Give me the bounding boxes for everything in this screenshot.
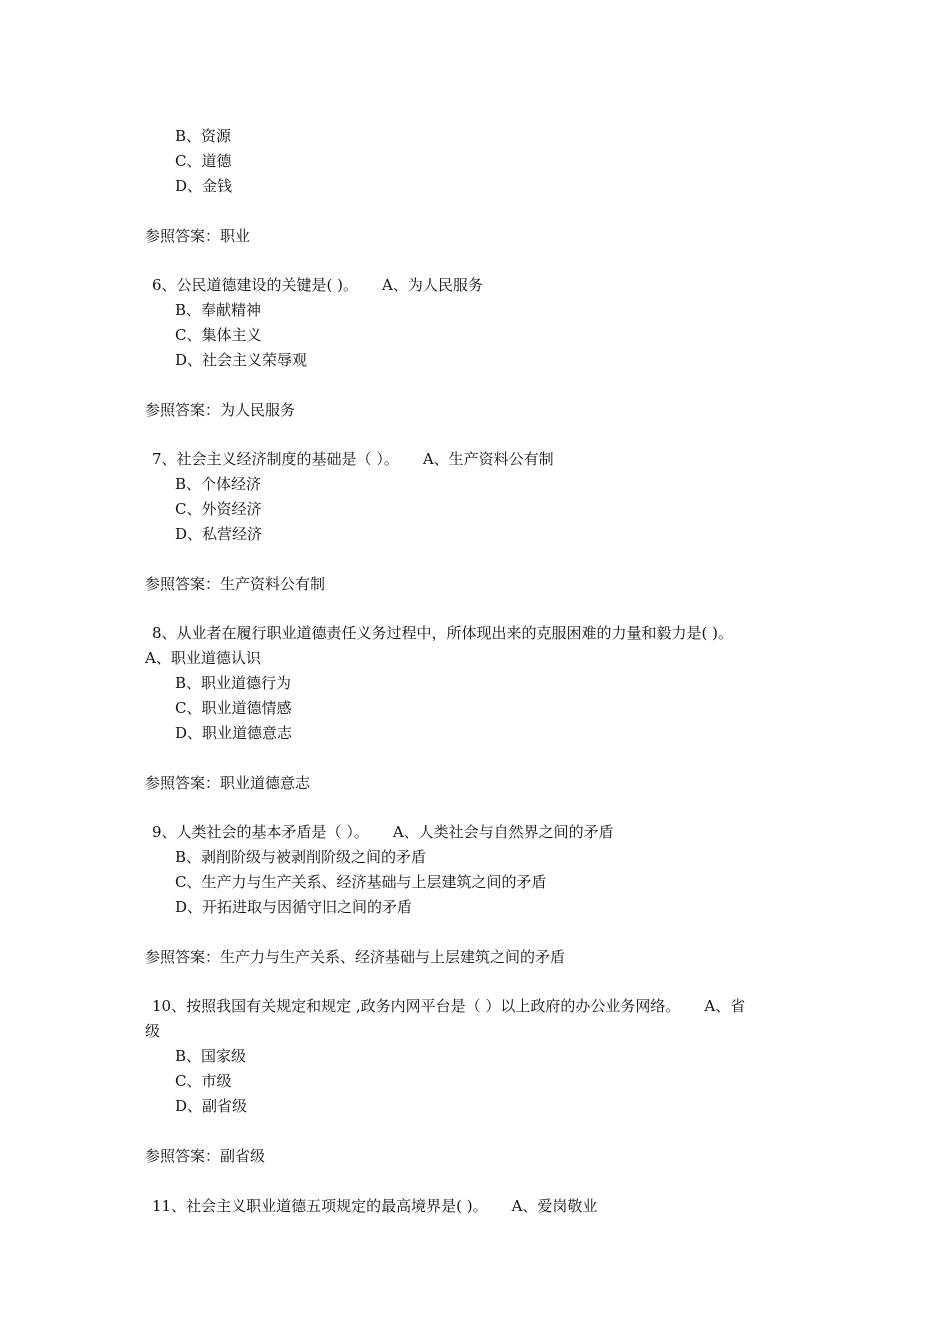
option-b: B、奉献精神 [175, 301, 262, 319]
answer-line: 参照答案：副省级 [145, 1147, 266, 1165]
question-8-stem: 8、从业者在履行职业道德责任义务过程中，所体现出来的克服困难的力量和毅力是( )。 [152, 624, 734, 642]
question-stem: 10、按照我国有关规定和规定 ,政务内网平台是（ ）以上政府的办公业务网络。 [152, 997, 681, 1015]
option-d: D、社会主义荣辱观 [175, 351, 308, 369]
question-11 [152, 1195, 597, 1217]
option-d: D、职业道德意志 [175, 724, 293, 742]
option-b: B、个体经济 [175, 475, 262, 493]
question-10 [152, 995, 745, 1017]
option-b: B、剥削阶级与被剥削阶级之间的矛盾 [175, 848, 427, 866]
answer-line: 参照答案：职业道德意志 [145, 774, 311, 792]
question-9 [152, 821, 614, 843]
option-d: D、金钱 [175, 177, 233, 195]
question-7 [152, 448, 554, 470]
question-stem: 9、人类社会的基本矛盾是（ ）。 [152, 823, 369, 841]
option-a: A、生产资料公有制 [422, 450, 554, 468]
option-d: D、开拓进取与因循守旧之间的矛盾 [175, 898, 413, 916]
option-c: C、道德 [175, 152, 232, 170]
option-a: A、爱岗敬业 [511, 1197, 598, 1215]
option-c: C、外资经济 [175, 500, 262, 518]
option-c: C、市级 [175, 1072, 232, 1090]
question-stem: 11、社会主义职业道德五项规定的最高境界是( )。 [152, 1197, 488, 1215]
question-6 [152, 274, 483, 296]
option-a: A、职业道德认识 [145, 649, 261, 667]
option-b: B、职业道德行为 [175, 674, 292, 692]
question-stem: 6、公民道德建设的关键是( )。 [152, 276, 359, 294]
question-stem: 7、社会主义经济制度的基础是（ ）。 [152, 450, 399, 468]
option-c: C、生产力与生产关系、经济基础与上层建筑之间的矛盾 [175, 873, 547, 891]
option-d: D、私营经济 [175, 525, 263, 543]
option-a-wrap: 级 [145, 1022, 161, 1040]
answer-line: 参照答案：生产力与生产关系、经济基础与上层建筑之间的矛盾 [145, 948, 566, 966]
option-d: D、副省级 [175, 1097, 248, 1115]
option-a: A、为人民服务 [382, 276, 483, 294]
option-c: C、职业道德情感 [175, 699, 292, 717]
option-b: B、国家级 [175, 1047, 247, 1065]
answer-line: 参照答案：为人民服务 [145, 401, 296, 419]
answer-line: 参照答案：职业 [145, 227, 251, 245]
option-b: B、资源 [175, 127, 232, 145]
option-a: A、省 [704, 997, 746, 1015]
option-a: A、人类社会与自然界之间的矛盾 [392, 823, 614, 841]
answer-line: 参照答案：生产资料公有制 [145, 575, 326, 593]
option-c: C、集体主义 [175, 326, 262, 344]
